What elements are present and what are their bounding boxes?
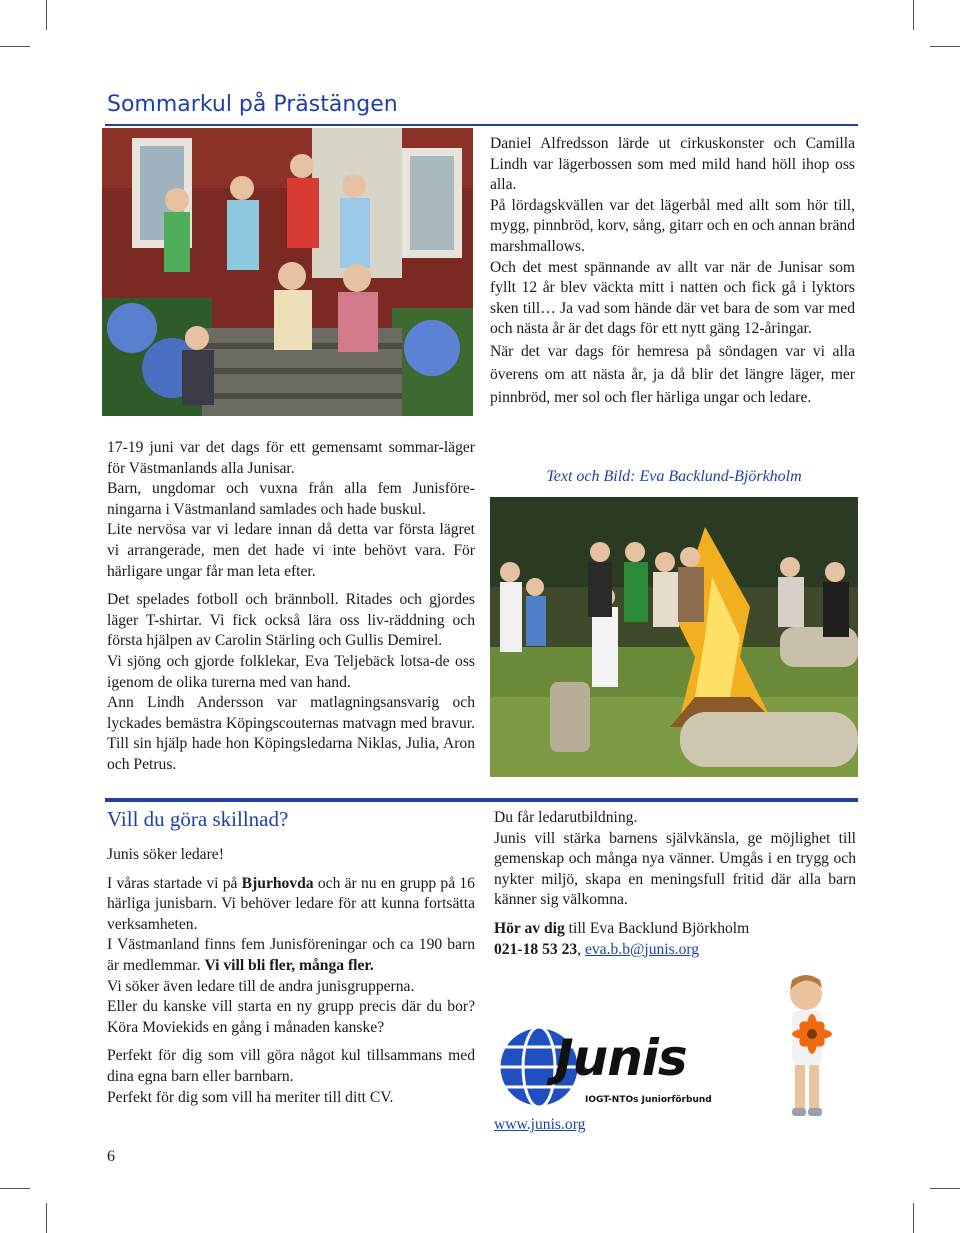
recruit-paragraph: Junis vill stärka barnens självkänsla, ge möjlighet till gemenskap och många nya vänner. Umgås i en trygg och nykter miljö, skapa en meningsfull fritid där alla barn känner sig välkomna.: [494, 829, 856, 909]
recruit-paragraph: [107, 874, 475, 936]
bold-span: Bjurhovda: [241, 874, 314, 892]
recruit-paragraph: Vi söker även ledare till de andra junisgrupperna.: [107, 977, 415, 995]
page-title: Sommarkul på Prästängen: [107, 92, 398, 117]
crop-mark: [930, 1188, 960, 1189]
contact-line: [494, 919, 856, 940]
website-link[interactable]: www.junis.org: [494, 1116, 586, 1133]
recruit-right-text: [494, 808, 856, 960]
crop-mark: [0, 1188, 30, 1189]
right-column-text: [490, 134, 855, 409]
crop-mark: [46, 1203, 47, 1233]
crop-mark: [913, 0, 914, 30]
recruit-paragraph: Du får ledarutbildning.: [494, 809, 638, 826]
intro-text: [107, 438, 475, 776]
recruit-subheading: Junis söker ledare!: [107, 846, 224, 863]
phone-number: 021-18 53 23: [494, 940, 578, 958]
text-span: och är nu en grupp på 16 härliga junisbarn. Vi behöver ledare för att kunna fortsätta verksamheten.: [107, 874, 475, 933]
junis-logo: [497, 1025, 717, 1115]
right-paragraph: På lördagskvällen var det lägerbål med allt som hör till, mygg, pinnbröd, korv, sång, gitarr och en och annan bränd marshmallows.: [490, 196, 855, 255]
text-span: till Eva Backlund Björkholm: [564, 919, 750, 937]
photo-credit: Text och Bild: Eva Backlund-Björkholm: [546, 468, 802, 485]
recruit-paragraph: Perfekt för dig som vill ha meriter till ditt CV.: [107, 1088, 394, 1106]
title-rule: [105, 124, 858, 126]
body-paragraph: Vi sjöng och gjorde folklekar, Eva Teljebäck lotsa-de oss igenom de olika turerna med van hand.: [107, 652, 475, 691]
text-span: I våras startade vi på: [107, 874, 242, 892]
logo-wordmark: Junis: [555, 1029, 687, 1087]
section-rule: [105, 798, 858, 802]
right-paragraph: Och det mest spännande av allt var när de Junisar som fyllt 12 år blev väckta mitt i natten och fick gå i lyktors sken till… Ja vad som hände där vet bara de som var med och nästa år är det dags för ett nytt gäng 12-åringar.: [490, 258, 855, 338]
bold-span: Hör av dig: [494, 919, 565, 937]
crop-mark: [46, 0, 47, 30]
text-span: I Västmanland finns fem Junisföreningar och ca 190 barn är medlemmar.: [107, 936, 475, 974]
intro-paragraph: 17-19 juni var det dags för ett gemensamt sommar-läger för Västmanlands alla Junisar.: [107, 439, 475, 477]
crop-mark: [930, 46, 960, 47]
body-paragraph: Ann Lindh Andersson var matlagningsansvarig och lyckades bemästra Köpingscouternas matvagn med bravur. Till sin hjälp hade hon Köpingsledarna Niklas, Julia, Aron och Petrus.: [107, 694, 475, 773]
recruit-heading: Vill du göra skillnad?: [107, 807, 289, 831]
contact-details: 021-18 53 23, eva.b.b@junis.org: [494, 940, 700, 958]
recruit-text: [107, 845, 475, 1108]
email-link[interactable]: eva.b.b@junis.org: [584, 940, 700, 958]
campfire-photo: [490, 497, 858, 777]
crop-mark: [0, 46, 30, 47]
page-number: 6: [107, 1148, 115, 1165]
bold-span: Vi vill bli fler, många fler.: [204, 956, 374, 974]
recruit-paragraph: Perfekt för dig som vill göra något kul tillsammans med dina egna barn eller barnbarn.: [107, 1047, 475, 1085]
logo-subtitle: IOGT-NTOs Juniorförbund: [585, 1095, 712, 1105]
recruit-paragraph: Eller du kanske vill starta en ny grupp precis där du bor? Köra Moviekids en gång i månaden kanske?: [107, 998, 475, 1036]
right-paragraph: När det var dags för hemresa på söndagen var vi alla överens om att nästa år, ja då blir det längre läger, mer pinnbröd, mer sol och fler härliga ungar och ledare.: [490, 342, 855, 406]
intro-paragraph: Lite nervösa var vi ledare innan då detta var första lägret vi arrangerade, men det hade vi inte behövt vara. För härligare ungar får man leta efter.: [107, 521, 475, 580]
crop-mark: [913, 1203, 914, 1233]
intro-paragraph: Barn, ungdomar och vuxna från alla fem Junisföre-ningarna i Västmanland samlades och hade buskul.: [107, 480, 475, 518]
girl-with-flower-image: [770, 970, 850, 1125]
right-paragraph: Daniel Alfredsson lärde ut cirkuskonster och Camilla Lindh var lägerbossen som med mild hand höll ihop oss alla.: [490, 135, 855, 194]
body-paragraph: Det spelades fotboll och brännboll. Ritades och gjordes läger T-shirtar. Vi fick också lära oss liv-räddning och första hjälpen av Carolin Stärling och Gullis Demirel.: [107, 591, 475, 650]
recruit-paragraph: [107, 935, 475, 976]
group-photo: [102, 128, 473, 416]
